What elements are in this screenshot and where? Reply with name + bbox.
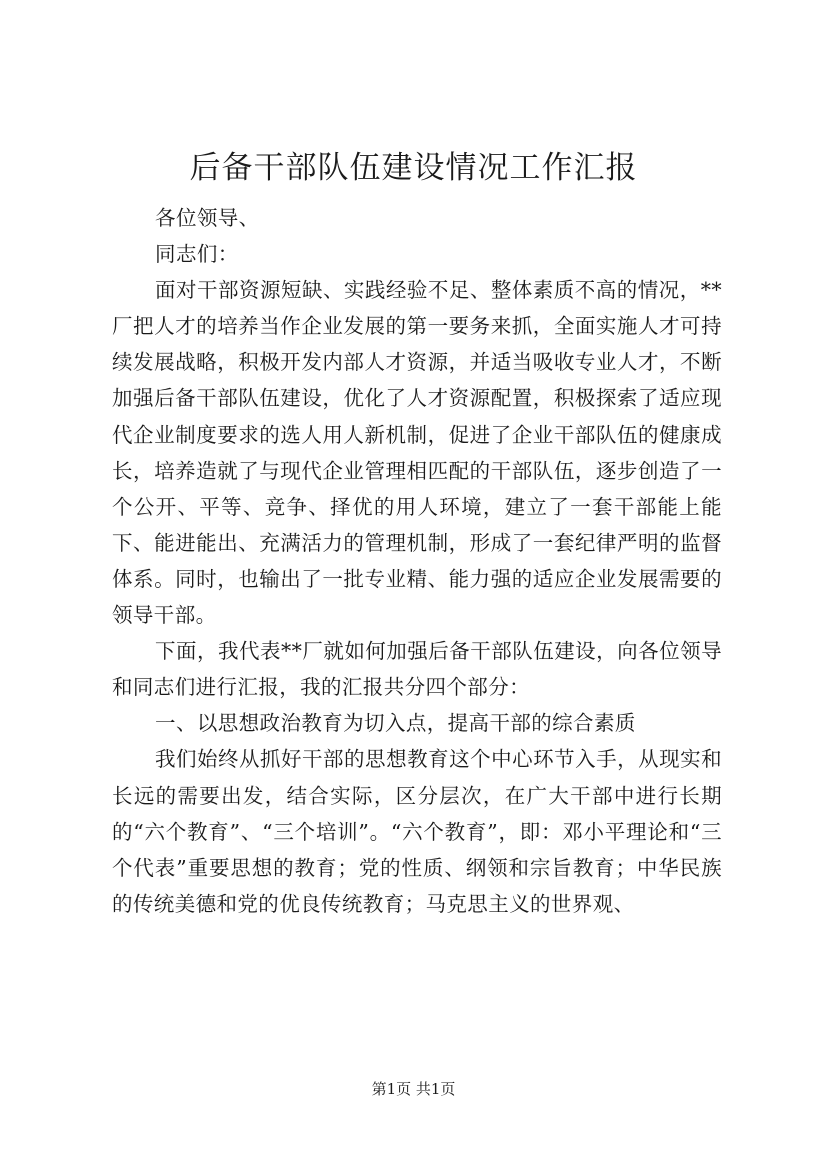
intro-paragraph: 面对干部资源短缺、实践经验不足、整体素质不高的情况，**厂把人才的培养当作企业发展的第一要务来抓，全面实施人才可持续发展战略，积极开发内部人才资源，并适当吸收专业人才，不断加强后备干部队伍建设，优化了人才资源配置，积极探索了适应现代企业制度要求的选人用人新机制，促进了企业干部队伍的健康成长，培养造就了与现代企业管理相匹配的干部队伍，逐步创造了一个公开、平等、竞争、择优的用人环境，建立了一套干部能上能下、能进能出、充满活力的管理机制，形成了一套纪律严明的监督体系。同时，也输出了一批专业精、能力强的适应企业发展需要的领导干部。 [112, 278, 722, 628]
outline-paragraph: 下面，我代表**厂就如何加强后备干部队伍建设，向各位领导和同志们进行汇报，我的汇报共分四个部分： [112, 639, 722, 700]
document-title: 后备干部队伍建设情况工作汇报 [189, 150, 638, 186]
section-heading-1: 一、以思想政治教育为切入点，提高干部的综合素质 [155, 711, 636, 736]
section-1-paragraph: 我们始终从抓好干部的思想教育这个中心环节入手，从现实和长远的需要出发，结合实际，区分层次，在广大干部中进行长期的“六个教育”、“三个培训”。“六个教育”，即：邓小平理论和“三个代表”重要思想的教育；党的性质、纲领和宗旨教育；中华民族的传统美德和党的优良传统教育；马克思主义的世界观、 [112, 747, 722, 916]
salutation-comrades: 同志们： [155, 242, 239, 267]
page-footer: 第1页 共1页 [371, 1080, 456, 1098]
document-body [112, 200, 722, 922]
salutation-leaders: 各位领导、 [155, 206, 260, 230]
